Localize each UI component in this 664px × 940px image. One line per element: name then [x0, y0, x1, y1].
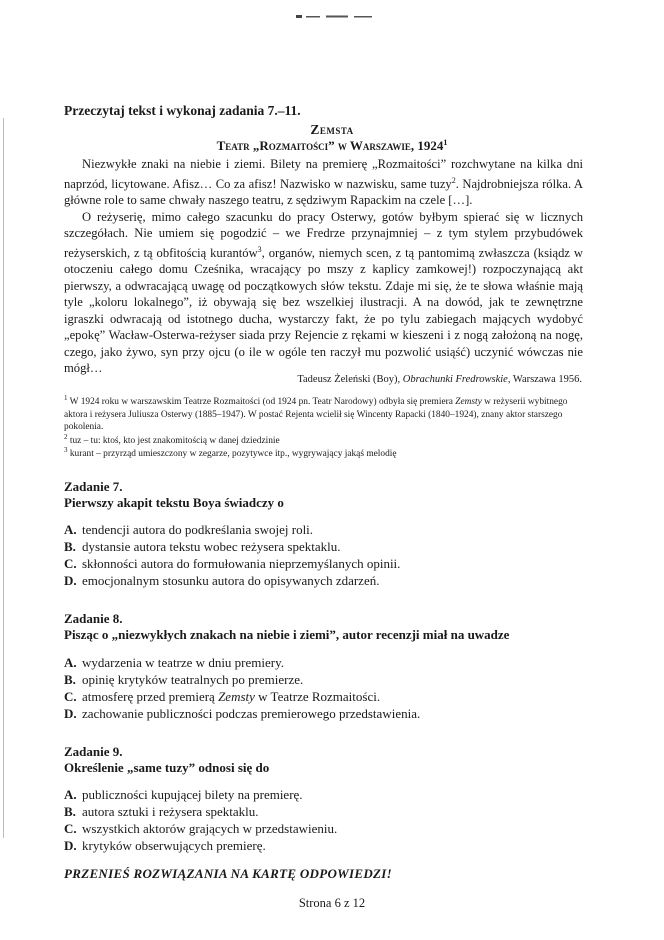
scan-artifact-mark [296, 14, 376, 19]
task-8-options [64, 654, 420, 722]
task-9-option-c: C. wszystkich aktorów grających w przedstawieniu. [64, 821, 338, 836]
scan-edge-line [3, 118, 4, 838]
article-paragraph: O reżyserię, mimo całego szacunku do pracy Osterwy, gotów byłbym spierać się w licznych szczegółach. Nie umiem się pogodzić – we Fredrze przynajmniej – z tym stylem przybudówek reżyserskich, z tą obfitością kurantów$^3$, organów, niemych scen, z tą pantomimą zwłaszcza (ksiądz w otoczeniu całego domu Cześnika, wracający po mszy z kaplicy zamkowej!) rozpoczynającą akt pierwszy, a odwracającą uwagę od początkowych słów tekstu. Zdaje mi się, że te słowa właśnie mają tyle „koloru lokalnego”, iż obywają się bez wszelkiej ilustracji. A na dowód, jak te zewnętrzne igraszki odwracają od istotnego ducha, wystarczy fakt, że po tylu zabiegach mających wydobyć „epokę” Wacław-Osterwa-reżyser siada przy Rejencie z rękami w kieszeni i z nogą założoną na nogę, czego, jako żywo, syn przy ojcu (o ile w ogóle ten raczył mu pozwolić usiąść) uczynić wówczas nie mógł… [64, 209, 583, 376]
task-7-option-b: B. dystansie autora tekstu wobec reżysera spektaklu. [64, 539, 341, 554]
task-8-option-c: C. atmosferę przed premierą Zemsty w Teatrze Rozmaitości. [64, 689, 381, 704]
task-7-option-c: C. skłonności autora do formułowania nieprzemyślanych opinii. [64, 556, 401, 571]
task-7-options [64, 521, 400, 589]
article-paragraph: Niezwykłe znaki na niebie i ziemi. Bilety na premierę „Rozmaitości” rozchwytane na kilka dni naprzód, licytowane. Afisz… Co za afisz! Nazwisko w nazwisku, same tuzy$^2$. Najdrobniejsza rólka. A główne role to same chwały naszego teatru, z sędziwym Rapackim na czele […]. [64, 157, 583, 208]
article-body [64, 156, 583, 377]
task-9-options [64, 786, 337, 854]
footnote-ref: 2 [451, 175, 456, 185]
article-title: Zemsta [310, 122, 354, 137]
article-subtitle: Teatr „Rozmaitości” w Warszawie, 1924$^1$ [216, 138, 448, 154]
task-8-question: Pisząc o „niezwykłych znakach na niebie i ziemi”, autor recenzji miał na uwadze [64, 627, 510, 642]
task-9-option-a: A. publiczności kupującej bilety na premierę. [64, 787, 303, 802]
task-9-question: Określenie „same tuzy” odnosi się do [64, 760, 270, 775]
task-8-title: Zadanie 8. [64, 611, 123, 626]
task-7-option-a: A. tendencji autora do podkreślania swojej roli. [64, 522, 314, 537]
footnote-ref: 3 [257, 244, 262, 254]
footnote-3: $^3$ kurant – przyrząd umieszczony w zegarze, pozytywce itp., wygrywający jakąś melodię [64, 446, 397, 460]
task-7-title: Zadanie 7. [64, 479, 123, 494]
task-7-option-d: D. emocjonalnym stosunku autora do opisywanych zdarzeń. [64, 573, 380, 588]
task-8-option-a: A. wydarzenia w teatrze w dniu premiery. [64, 655, 285, 670]
article-source: Tadeusz Żeleński (Boy), Obrachunki Fredrowskie, Warszawa 1956. [297, 374, 582, 385]
page-number: Strona 6 z 12 [298, 896, 366, 910]
task-9-option-b: B. autora sztuki i reżysera spektaklu. [64, 804, 259, 819]
exercise-instruction: Przeczytaj tekst i wykonaj zadania 7.–11. [64, 103, 301, 118]
footnote-1: $^1$ W 1924 roku w warszawskim Teatrze Rozmaitości (od 1924 pn. Teatr Narodowy) odbyła się premiera Zemsty w reżyserii wybitnego aktora i reżysera Juliusza Osterwy (1885–1947). W postać Rejenta wcielił się Wincenty Rapacki (1840–1924), znany aktor starszego pokolenia. [64, 394, 568, 433]
task-7-question: Pierwszy akapit tekstu Boya świadczy o [64, 495, 284, 510]
transfer-answers-note: PRZENIEŚ ROZWIĄZANIA NA KARTĘ ODPOWIEDZI! [64, 866, 392, 881]
task-9-title: Zadanie 9. [64, 744, 123, 759]
task-8-option-d: D. zachowanie publiczności podczas premierowego przedstawienia. [64, 706, 421, 721]
footnote-2: $^2$ tuz – tu: ktoś, kto jest znakomitością w danej dziedzinie [64, 433, 280, 447]
task-8-option-b: B. opinię krytyków teatralnych po premierze. [64, 672, 304, 687]
task-9-option-d: D. krytyków obserwujących premierę. [64, 838, 266, 853]
